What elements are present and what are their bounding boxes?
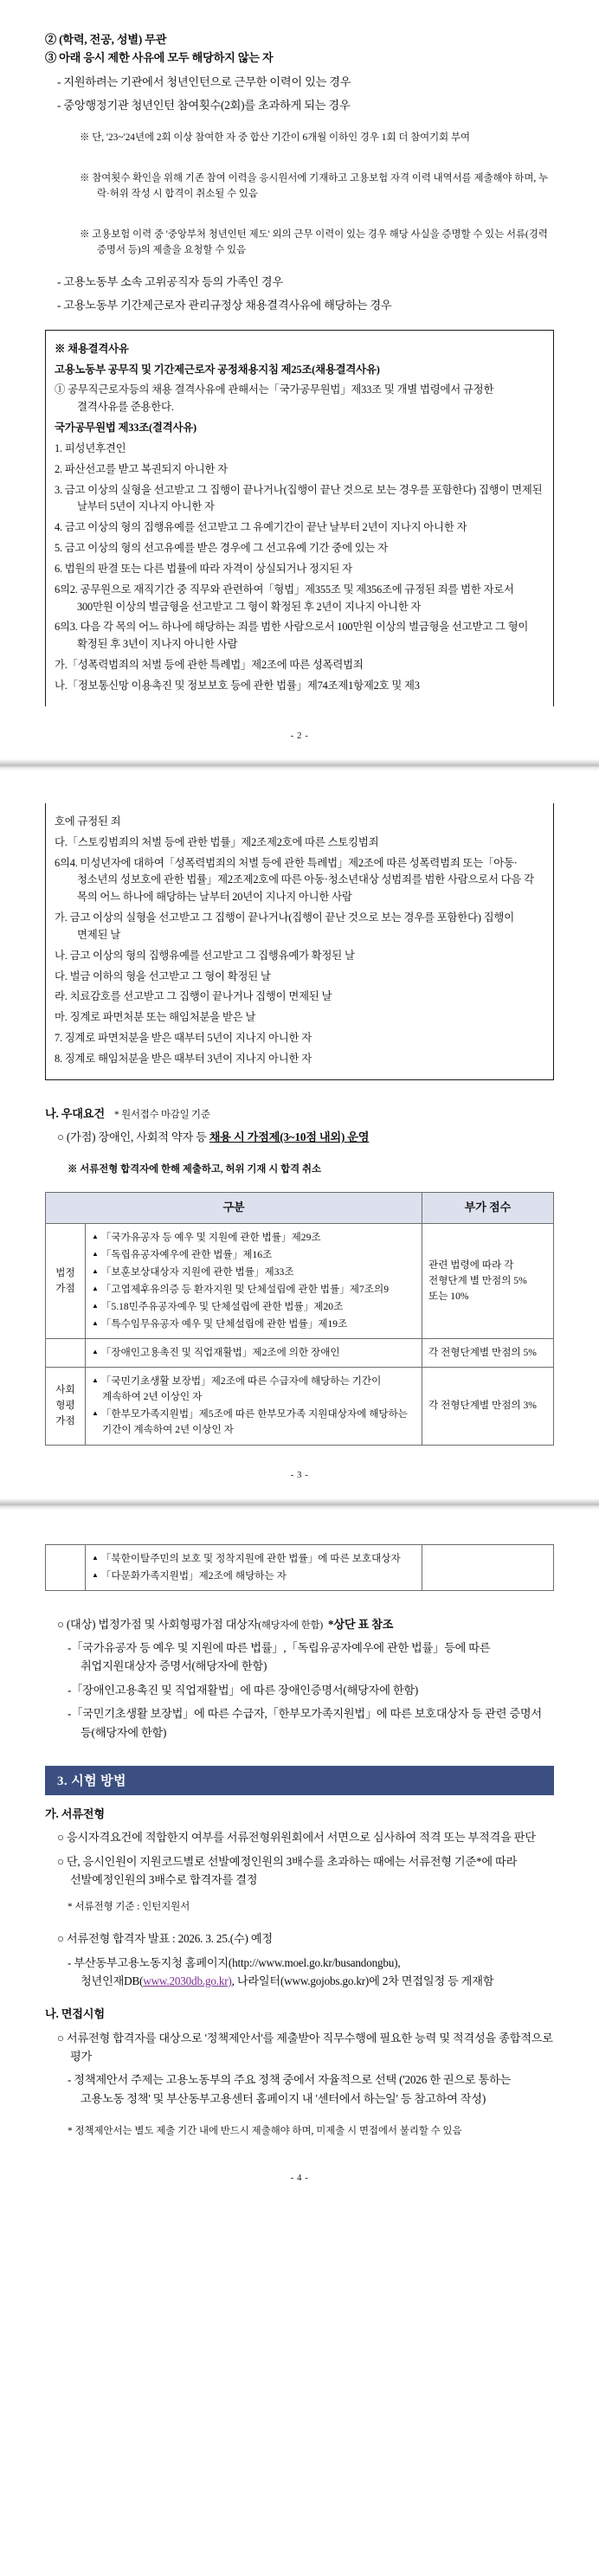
list-item-label: 「한부모가족지원법」제5조에 따른 한부모가족 지원대상자에 해당하는 기간이 계속하여 2년 이상인 자 bbox=[100, 1408, 408, 1436]
list-item bbox=[92, 1407, 415, 1438]
target-suffix: *상단 표 참조 bbox=[327, 1617, 394, 1631]
box-law-title: 국가공무원법 제33조(결격사유) bbox=[55, 422, 196, 435]
document-screening-bullet-3: ○ 서류전형 합격자 발표 : 2026. 3. 25.(수) 예정 bbox=[57, 1932, 273, 1946]
section-b-note: * 원서접수 마감일 기준 bbox=[114, 1109, 210, 1120]
triangle-bullet-icon: ▲ bbox=[92, 1284, 99, 1292]
target-prefix: ○ (대상) 법정가점 및 사회형평가점 대상자 bbox=[57, 1617, 259, 1631]
triangle-bullet-icon: ▲ bbox=[92, 1409, 99, 1418]
row-category-legal: 법정 가점 bbox=[46, 1223, 86, 1338]
list-item-label: 「다문화가족지원법」제2조에 해당하는 자 bbox=[100, 1569, 287, 1581]
bonus-point-note: ※ 서류전형 합격자에 한해 제출하고, 허위 기재 시 합격 취소 bbox=[68, 1163, 321, 1175]
document-screening-bullet-2: ○ 단, 응시인원이 지원코드별로 선발예정인원의 3배수를 초과하는 때에는 서류전형 기준*에 따라 선발예정인원의 3배수로 합격자를 결정 bbox=[57, 1854, 518, 1887]
law-item: 7. 징계로 파면처분을 받은 때부터 5년이 지나지 아니한 자 bbox=[55, 1032, 312, 1045]
triangle-bullet-icon: ▲ bbox=[92, 1301, 99, 1310]
row-items-legal bbox=[86, 1223, 422, 1338]
box-clause-1: ① 공무직근로자등의 채용 결격사유에 관해서는「국가공무원법」제33조 및 개별 법령에서 규정한 결격사유를 준용한다. bbox=[55, 383, 494, 414]
row-score-continued bbox=[422, 1544, 554, 1590]
eligibility-item-2: ② (학력, 전공, 성별) 무관 bbox=[45, 33, 167, 46]
law-item: 5. 금고 이상의 형의 선고유예를 받은 경우에 그 선고유예 기간 중에 있는 자 bbox=[55, 542, 388, 555]
page-3 bbox=[0, 771, 599, 1498]
law-item: 가. 금고 이상의 실형을 선고받고 그 집행이 끝나거나(집행이 끝난 것으로 보는 경우를 포함한다) 집행이 면제된 날 bbox=[55, 911, 514, 941]
document-screening-note: * 서류전형 기준 : 인턴지원서 bbox=[68, 1901, 190, 1912]
bonus-point-bullet bbox=[57, 1128, 554, 1146]
law-item: 나. 금고 이상의 형의 집행유예를 선고받고 그 집행유예가 확정된 날 bbox=[55, 949, 355, 962]
row-items-continued bbox=[86, 1544, 422, 1590]
triangle-bullet-icon: ▲ bbox=[92, 1570, 99, 1579]
triangle-bullet-icon: ▲ bbox=[92, 1376, 99, 1385]
bonus-point-emphasis: 채용 시 가점제(3~10점 내외) 운영 bbox=[209, 1130, 370, 1144]
page-separator bbox=[0, 1498, 599, 1510]
triangle-bullet-icon: ▲ bbox=[92, 1348, 99, 1356]
subsection-b-heading: 나. 면접시험 bbox=[45, 2007, 105, 2021]
page-separator bbox=[0, 759, 599, 771]
row-score-disability: 각 전형단계별 만점의 5% bbox=[422, 1339, 554, 1368]
target-paren: (해당자에 한함) bbox=[258, 1620, 323, 1631]
list-item bbox=[92, 1299, 415, 1315]
list-item bbox=[92, 1282, 415, 1298]
list-item bbox=[92, 1345, 415, 1361]
list-item-label: 「특수임무유공자 예우 및 단체설립에 관한 법률」제19조 bbox=[100, 1318, 348, 1330]
box-heading: ※ 채용결격사유 bbox=[55, 342, 129, 355]
list-item bbox=[92, 1317, 415, 1332]
page-4 bbox=[0, 1510, 599, 2204]
list-item bbox=[92, 1374, 415, 1405]
box-continued-text: 호에 규정된 죄 bbox=[55, 815, 121, 828]
table-row bbox=[46, 1368, 554, 1445]
interview-bullet-1: ○ 서류전형 합격자를 대상으로 '정책제안서'를 제출받아 직무수행에 필요한 능력 및 적격성을 종합적으로 평가 bbox=[57, 2031, 553, 2064]
list-item-label: 「국가유공자 등 예우 및 지원에 관한 법률」제29조 bbox=[100, 1231, 321, 1243]
law-item: 마. 징계로 파면처분 또는 해임처분을 받은 날 bbox=[55, 1011, 256, 1024]
triangle-bullet-icon: ▲ bbox=[92, 1232, 99, 1240]
table-header-division: 구분 bbox=[46, 1193, 422, 1223]
bonus-point-table-continued bbox=[45, 1544, 554, 1591]
list-item bbox=[92, 1551, 415, 1567]
restriction-note-2: ※ 참여횟수 확인을 위해 기존 참여 이력을 응시원서에 기재하고 고용보험 자격 이력 내역서를 제출해야 하며, 누락·허위 작성 시 합격이 취소될 수 있음 bbox=[80, 172, 549, 199]
page-number: - 3 - bbox=[290, 1469, 309, 1480]
youth-talent-db-link[interactable]: www.2030db.go.kr) bbox=[143, 1974, 232, 1987]
target-bullet bbox=[57, 1615, 554, 1633]
bonus-point-table bbox=[45, 1192, 554, 1445]
page-number: - 4 - bbox=[290, 2173, 309, 2183]
box-subheading: 고용노동부 공무직 및 기간제근로자 공정채용지침 제25조(채용결격사유) bbox=[55, 363, 380, 376]
law-item: 6. 법원의 판결 또는 다른 법률에 따라 자격이 상실되거나 정지된 자 bbox=[55, 562, 352, 575]
restriction-dash-1: - 지원하려는 기관에서 청년인턴으로 근무한 이력이 있는 경우 bbox=[57, 74, 351, 88]
table-row bbox=[46, 1223, 554, 1338]
list-item-label: 「장애인고용촉진 및 직업재활법」제2조에 의한 장애인 bbox=[100, 1347, 340, 1359]
law-item: 2. 파산선고를 받고 복권되지 아니한 자 bbox=[55, 462, 228, 475]
eligibility-item-3: ③ 아래 응시 제한 사유에 모두 해당하지 않는 자 bbox=[45, 51, 274, 65]
row-score-social: 각 전형단계별 만점의 3% bbox=[422, 1368, 554, 1445]
table-header-score: 부가 점수 bbox=[422, 1193, 554, 1223]
interview-dash-1: - 정책제안서 주제는 고용노동부의 주요 정책 중에서 자율적으로 선택 ('2026 한 권으로 통하는 고용노동 정책' 및 부산동부고용센터 홈페이지 내 '센터에서 하는일' 등 참고하여 작성) bbox=[68, 2073, 512, 2105]
law-item: 라. 치료감호를 선고받고 그 집행이 끝나거나 집행이 면제된 날 bbox=[55, 990, 332, 1003]
row-category-empty bbox=[46, 1339, 86, 1368]
list-item bbox=[92, 1230, 415, 1246]
law-item: 나.「정보통신망 이용촉진 및 정보보호 등에 관한 법률」제74조제1항제2호 및 제3 bbox=[55, 679, 420, 692]
list-item-label: 「독립유공자예우에 관한 법률」제16조 bbox=[100, 1248, 273, 1260]
row-items-social bbox=[86, 1368, 422, 1445]
law-item: 3. 금고 이상의 실형을 선고받고 그 집행이 끝나거나(집행이 끝난 것으로 보는 경우를 포함한다) 집행이 면제된 날부터 5년이 지나지 아니한 자 bbox=[55, 483, 543, 513]
section-3-banner: 3. 시험 방법 bbox=[45, 1766, 554, 1795]
restriction-note-3: ※ 고용보험 이력 중 '중앙부처 청년인턴 제도' 외의 근무 이력이 있는 경우 해당 사실을 증명할 수 있는 서류(경력증명서 등)의 제출을 요청할 수 있음 bbox=[80, 229, 548, 255]
list-item-label: 「북한이탈주민의 보호 및 정착지원에 관한 법률」에 따른 보호대상자 bbox=[100, 1552, 401, 1564]
target-dash-1: -「국가유공자 등 예우 및 지원에 따른 법률」,「독립유공자예우에 관한 법률」등에 따른 취업지원대상자 증명서(해당자에 한함) bbox=[68, 1641, 491, 1673]
list-item-label: 「국민기초생활 보장법」제2조에 따른 수급자에 해당하는 기간이 계속하여 2년 이상인 자 bbox=[100, 1375, 382, 1403]
triangle-bullet-icon: ▲ bbox=[92, 1249, 99, 1258]
restriction-dash-2: - 중앙행정기관 청년인턴 참여횟수(2회)를 초과하게 되는 경우 bbox=[57, 99, 351, 113]
list-item bbox=[92, 1265, 415, 1280]
row-category-empty bbox=[46, 1544, 86, 1590]
disqualification-box bbox=[45, 330, 554, 706]
page-2 bbox=[0, 0, 599, 759]
list-item-label: 「고엽제후유의증 등 환자지원 및 단체설립에 관한 법률」제7조의9 bbox=[100, 1283, 389, 1295]
document-screening-bullet-1: ○ 응시자격요건에 적합한지 여부를 서류전형위원회에서 서면으로 심사하여 적격 또는 부적격을 판단 bbox=[57, 1831, 536, 1845]
law-item: 6의3. 다음 각 목의 어느 하나에 해당하는 죄를 범한 사람으로서 100만원 이상의 벌금형을 선고받고 그 형이 확정된 후 3년이 지나지 아니한 사람 bbox=[55, 621, 529, 651]
section-b-heading bbox=[45, 1104, 554, 1123]
law-item: 1. 피성년후견인 bbox=[55, 441, 126, 454]
triangle-bullet-icon: ▲ bbox=[92, 1319, 99, 1328]
law-item: 6의2. 공무원으로 재직기간 중 직무와 관련하여「형법」제355조 및 제356조에 규정된 죄를 범한 자로서 300만원 이상의 벌금형을 선고받고 그 형이 확정된 후 2년이 지나지 아니한 자 bbox=[55, 583, 514, 613]
restriction-dash-3: - 고용노동부 소속 고위공직자 등의 가족인 경우 bbox=[57, 274, 284, 288]
table-row bbox=[46, 1544, 554, 1590]
triangle-bullet-icon: ▲ bbox=[92, 1553, 99, 1562]
law-item: 6의4. 미성년자에 대하여「성폭력범죄의 처벌 등에 관한 특례법」제2조에 따른 성폭력범죄 또는「아동·청소년의 성보호에 관한 법률」제2조제2호에 따른 아동·청소년대상 성범죄를 범한 사람으로서 다음 각 목의 어느 하나에 해당하는 날부터 20년이 지나지 아니한 사람 bbox=[55, 856, 534, 904]
table-row bbox=[46, 1339, 554, 1368]
law-item: 가.「성폭력범죄의 처벌 등에 관한 특례법」제2조에 따른 성폭력범죄 bbox=[55, 659, 364, 672]
law-item: 4. 금고 이상의 형의 집행유예를 선고받고 그 유예기간이 끝난 날부터 2년이 지나지 아니한 자 bbox=[55, 521, 467, 534]
target-dash-2: -「장애인고용촉진 및 직업재활법」에 따른 장애인증명서(해당자에 한함) bbox=[68, 1683, 419, 1697]
subsection-a-heading: 가. 서류전형 bbox=[45, 1806, 105, 1820]
page-number: - 2 - bbox=[290, 730, 309, 741]
disqualification-box-continued bbox=[45, 803, 554, 1080]
list-item bbox=[92, 1568, 415, 1584]
row-score-legal: 관련 법령에 따라 각 전형단계 별 만점의 5% 또는 10% bbox=[422, 1223, 554, 1338]
law-item: 8. 징계로 해임처분을 받은 때부터 3년이 지나지 아니한 자 bbox=[55, 1052, 312, 1065]
list-item bbox=[92, 1247, 415, 1263]
section-b-title: 나. 우대요건 bbox=[45, 1106, 105, 1120]
restriction-note-1: ※ 단, '23~'24년에 2회 이상 참여한 자 중 합산 기간이 6개월 이하인 경우 1회 더 참여기회 부여 bbox=[80, 132, 471, 143]
target-dash-3: -「국민기초생활 보장법」에 따른 수급자,「한부모가족지원법」에 따른 보호대상자 등 관련 증명서 등(해당자에 한함) bbox=[68, 1707, 542, 1739]
announcement-part-1: - 부산동부고용노동지청 홈페이지(http://www.moel.go.kr/busandongbu), 청년인재DB( bbox=[68, 1955, 401, 1987]
list-item-label: 「보훈보상대상자 지원에 관한 법률」제33조 bbox=[100, 1265, 294, 1278]
announcement-channels bbox=[68, 1954, 554, 1991]
restriction-dash-4: - 고용노동부 기간제근로자 관리규정상 채용결격사유에 해당하는 경우 bbox=[57, 299, 392, 312]
bonus-point-prefix: ○ (가점) 장애인, 사회적 약자 등 bbox=[57, 1130, 209, 1144]
law-item: 다. 벌금 이하의 형을 선고받고 그 형이 확정된 날 bbox=[55, 969, 271, 982]
interview-note: * 정책제안서는 별도 제출 기간 내에 반드시 제출해야 하며, 미제출 시 면접에서 불리할 수 있음 bbox=[68, 2125, 462, 2136]
table-header-row bbox=[46, 1193, 554, 1223]
law-item: 다.「스토킹범죄의 처벌 등에 관한 법률」제2조제2호에 따른 스토킹범죄 bbox=[55, 835, 379, 848]
row-category-social: 사회 형평 가점 bbox=[46, 1368, 86, 1445]
triangle-bullet-icon: ▲ bbox=[92, 1266, 99, 1275]
row-items-disability bbox=[86, 1339, 422, 1368]
list-item-label: 「5.18민주유공자예우 및 단체설립에 관한 법률」제20조 bbox=[100, 1300, 344, 1312]
announcement-part-2: , 나라일터(www.gojobs.go.kr)에 2차 면접일정 등 게재함 bbox=[231, 1974, 494, 1987]
